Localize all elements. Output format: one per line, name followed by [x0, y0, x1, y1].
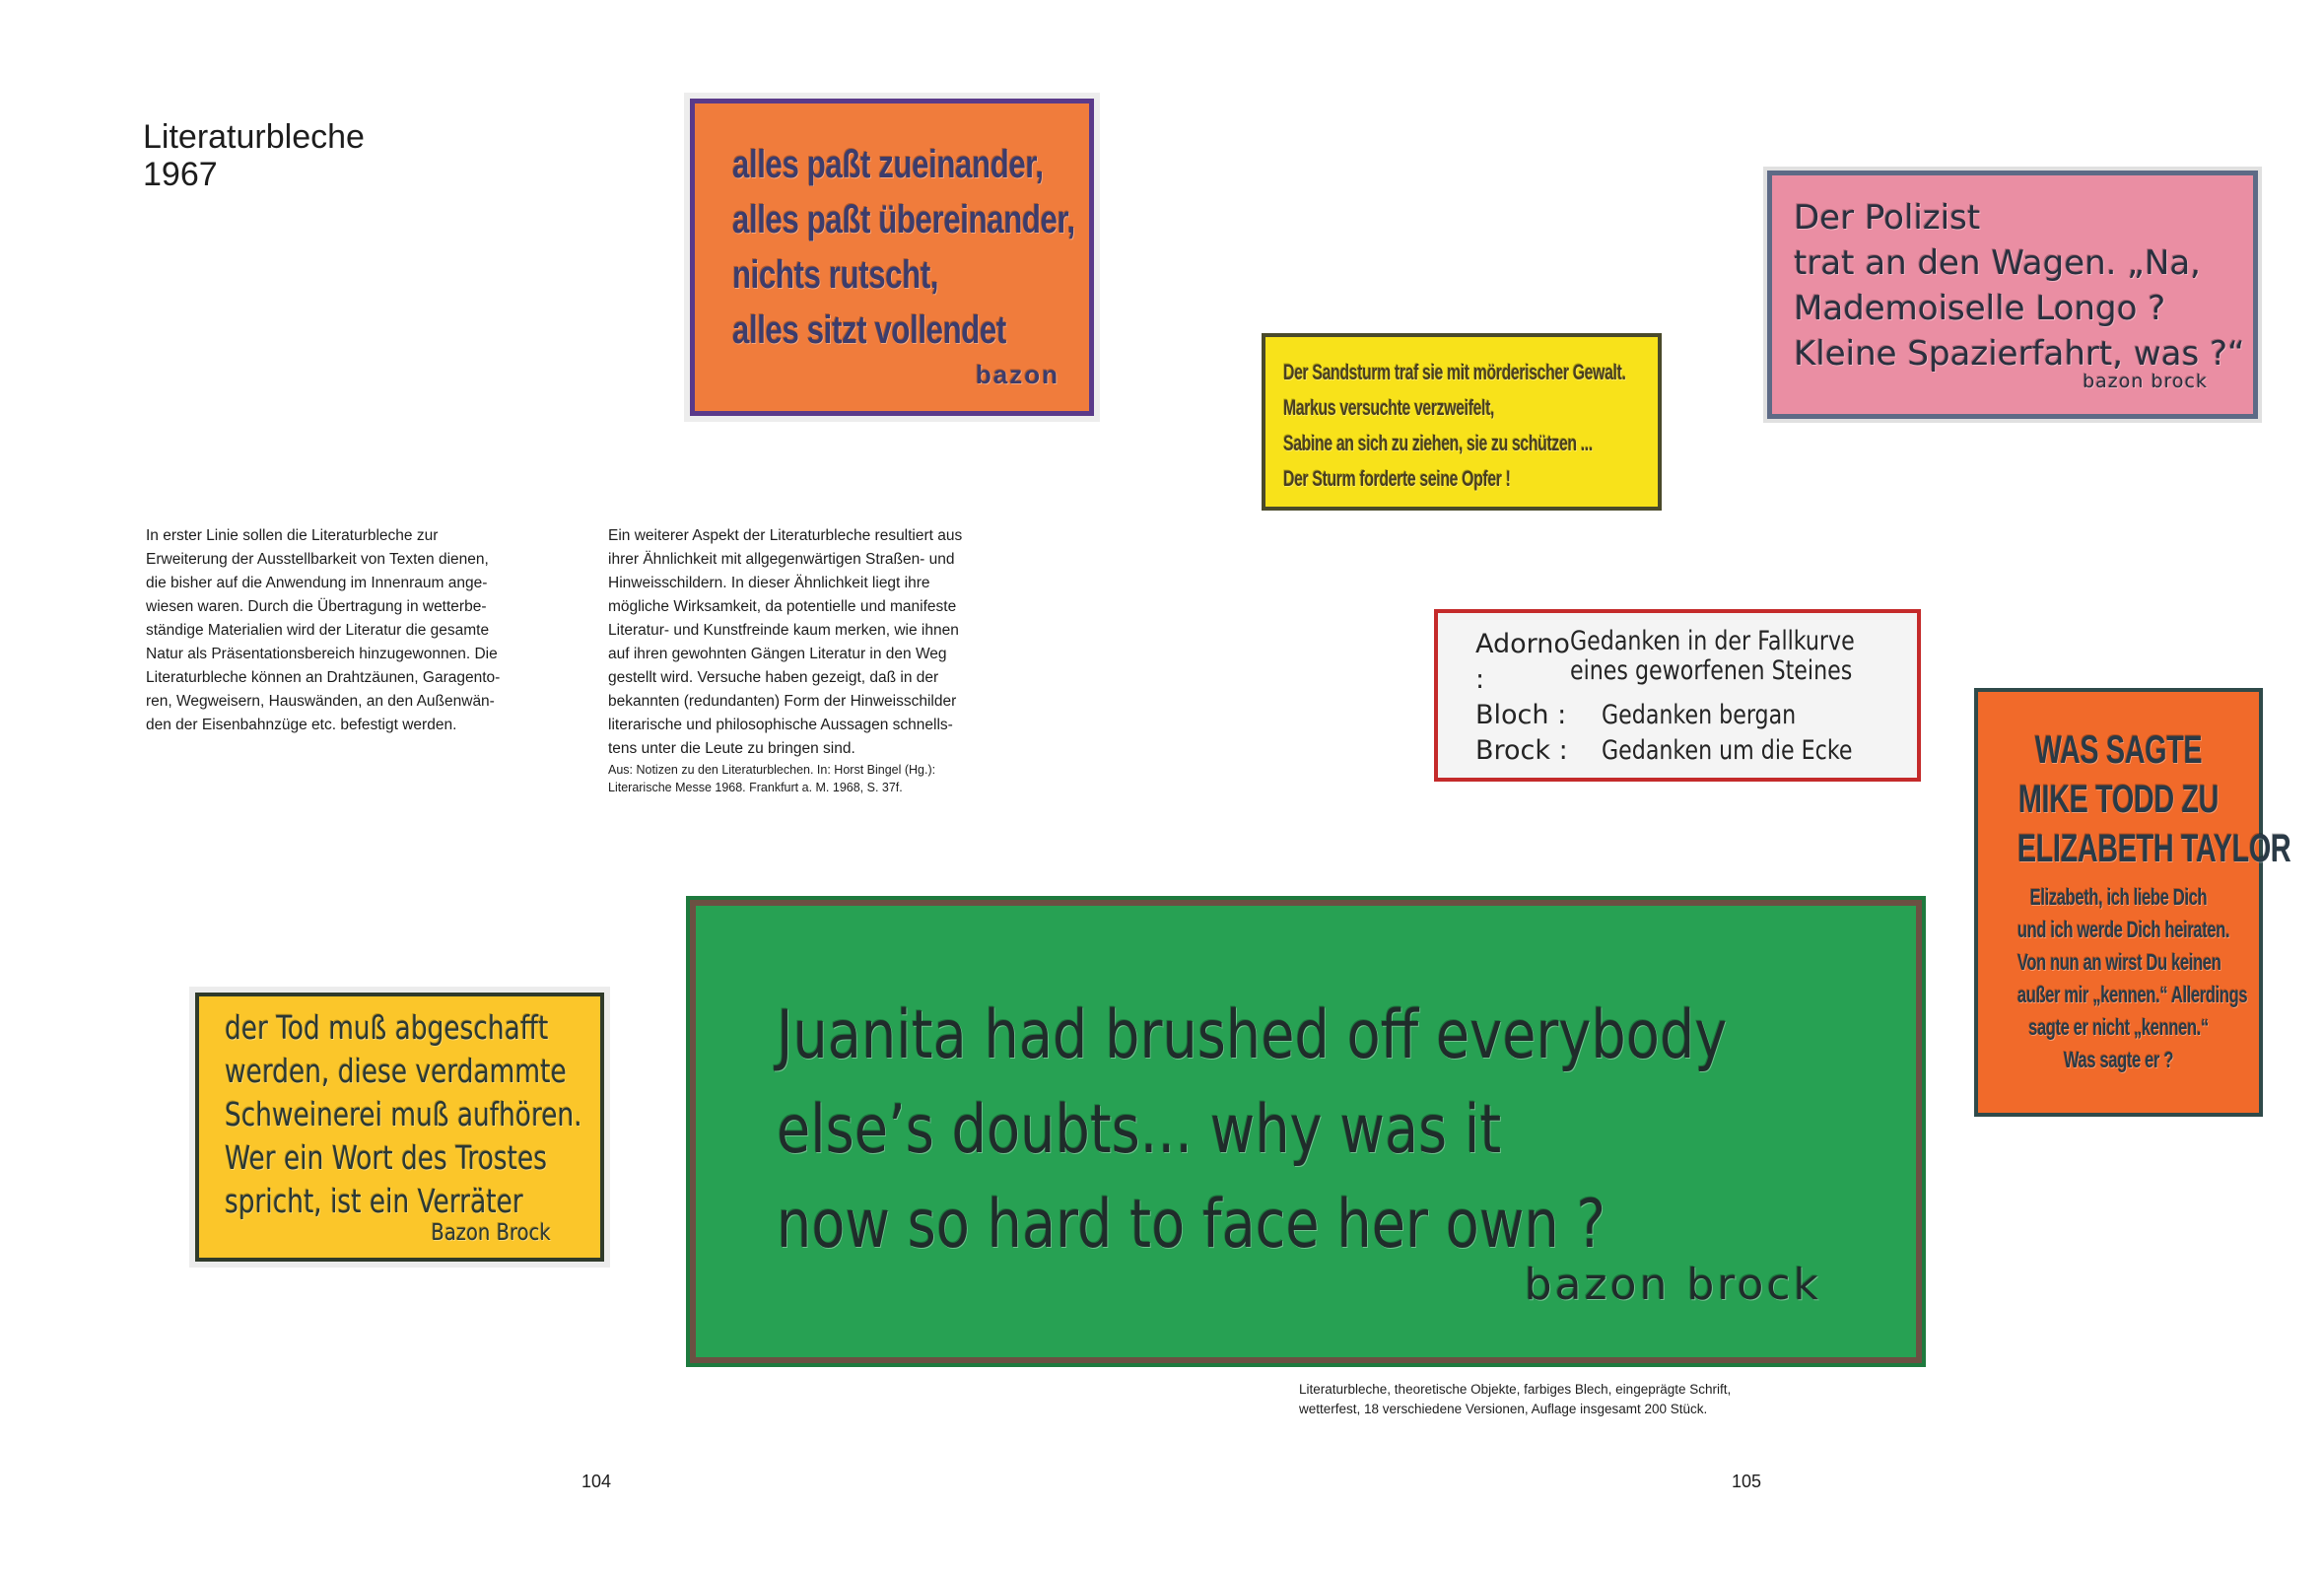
sign-line: Der Sandsturm traf sie mit mörderischer Gewalt. — [1283, 360, 1626, 384]
text-line: den der Eisenbahnzüge etc. befestigt werden. — [146, 717, 457, 733]
source-line: Aus: Notizen zu den Literaturblechen. In: Horst Bingel (Hg.): — [608, 763, 936, 777]
sign-signature: Bazon Brock — [431, 1220, 551, 1246]
title-line-2: 1967 — [143, 156, 218, 193]
sign-line: werden, diese verdammte — [225, 1052, 567, 1090]
sign-row-name: Adorno : — [1475, 629, 1570, 695]
sign-line: Gedanken in der Fallkurve — [1569, 626, 1855, 656]
text-line: literarische und philosophische Aussagen schnells- — [608, 717, 953, 733]
text-line: ihrer Ähnlichkeit mit allgegenwärtigen Straßen- und — [608, 551, 955, 568]
caption-line: wetterfest, 18 verschiedene Versionen, Auflage insgesamt 200 Stück. — [1299, 1402, 1708, 1416]
text-line: wiesen waren. Durch die Übertragung in wetterbe- — [146, 598, 487, 615]
page-title — [143, 118, 365, 193]
text-line: Literatur- und Kunstfreinde kaum merken, wie ihnen — [608, 622, 959, 639]
sign-white-gedanken — [1434, 609, 1921, 782]
sign-line: nichts rutscht, — [732, 253, 939, 297]
sign-yellow-sandsturm — [1262, 333, 1662, 511]
title-line-1: Literaturbleche — [143, 118, 365, 156]
sign-headline: MIKE TODD ZU — [2017, 778, 2220, 821]
sign-line: außer mir „kennen.“ Allerdings — [2016, 982, 2248, 1007]
sign-line: Was sagte er ? — [2063, 1047, 2174, 1072]
sign-headline: ELIZABETH TAYLOR — [2016, 827, 2291, 870]
text-line: bekannten (redundanten) Form der Hinweisschilder — [608, 693, 957, 710]
sign-line: Von nun an wirst Du keinen — [2016, 949, 2221, 975]
sign-line: der Tod muß abgeschafft — [225, 1008, 549, 1047]
sign-line: alles paßt zueinander, — [732, 143, 1044, 186]
source-line: Literarische Messe 1968. Frankfurt a. M. 1968, S. 37f. — [608, 781, 903, 794]
text-line: ständige Materialien wird der Literatur die gesamte — [146, 622, 490, 639]
caption-line: Literaturbleche, theoretische Objekte, farbiges Blech, eingeprägte Schrift, — [1299, 1382, 1732, 1397]
source-note — [608, 761, 1052, 796]
text-column-middle — [608, 524, 1052, 796]
text-line: tens unter die Leute zu bringen sind. — [608, 740, 855, 757]
sign-line: eines geworfenen Steines — [1569, 655, 1853, 686]
sign-row — [1475, 733, 1917, 769]
figure-caption — [1299, 1380, 1851, 1419]
sign-yellow-tod — [195, 993, 604, 1262]
text-line: ren, Wegweisern, Hauswänden, an den Außenwän- — [146, 693, 495, 710]
sign-line: und ich werde Dich heiraten. — [2016, 917, 2230, 942]
sign-green-juanita — [690, 900, 1922, 1363]
sign-line: trat an den Wagen. „Na, — [1794, 243, 2201, 283]
sign-line: Schweinerei muß aufhören. — [225, 1095, 582, 1133]
sign-line: alles paßt übereinander, — [732, 198, 1075, 241]
sign-line: Elizabeth, ich liebe Dich — [2029, 884, 2208, 910]
sign-orange-alles-passt — [690, 99, 1094, 416]
sign-row-text — [1570, 627, 1855, 698]
sign-row-text — [1602, 698, 1796, 733]
text-line: Ein weiterer Aspekt der Literaturbleche resultiert aus — [608, 527, 963, 544]
text-line: Hinweisschildern. In dieser Ähnlichkeit liegt ihre — [608, 575, 930, 591]
sign-line: Sabine an sich zu ziehen, sie zu schützen ... — [1283, 431, 1593, 455]
text-line: Erweiterung der Ausstellbarkeit von Texten dienen, — [146, 551, 489, 568]
sign-orange-mike-todd — [1974, 688, 2291, 1117]
page-number-left: 104 — [581, 1472, 612, 1491]
sign-line: Wer ein Wort des Trostes — [225, 1138, 547, 1177]
sign-row-text — [1602, 733, 1852, 769]
text-line: auf ihren gewohnten Gängen Literatur in den Weg — [608, 646, 947, 662]
sign-line: Kleine Spazierfahrt, was ?“ — [1794, 334, 2245, 374]
text-line: Literaturbleche können an Drahtzäunen, Garagento- — [146, 669, 501, 686]
sign-line: Der Polizist — [1794, 198, 1981, 238]
sign-line: Juanita had brushed off everybody — [777, 996, 1728, 1074]
sign-signature: bazon brock — [1524, 1260, 1821, 1310]
sign-line: Mademoiselle Longo ? — [1794, 289, 2166, 328]
sign-line: spricht, ist ein Verräter — [225, 1182, 523, 1220]
sign-line: Gedanken bergan — [1602, 700, 1797, 730]
sign-row-name: Brock : — [1475, 735, 1568, 766]
sign-line: Gedanken um die Ecke — [1602, 735, 1853, 766]
text-line: die bisher auf die Anwendung im Innenraum ange- — [146, 575, 488, 591]
sign-line: sagte er nicht „kennen.“ — [2028, 1014, 2209, 1040]
text-line: Natur als Präsentationsbereich hinzugewonnen. Die — [146, 646, 498, 662]
sign-signature: bazon — [975, 360, 1059, 389]
sign-signature: bazon brock — [2083, 371, 2208, 392]
sign-headline: WAS SAGTE — [2034, 728, 2203, 772]
sign-row — [1475, 627, 1917, 698]
sign-line: else’s doubts... why was it — [777, 1091, 1502, 1169]
sign-row-name: Bloch : — [1475, 700, 1567, 730]
text-column-left — [146, 524, 580, 737]
sign-line: Der Sturm forderte seine Opfer ! — [1283, 466, 1511, 491]
sign-line: alles sitzt vollendet — [732, 309, 1006, 352]
text-line: mögliche Wirksamkeit, da potentielle und manifeste — [608, 598, 957, 615]
sign-line: Markus versuchte verzweifelt, — [1283, 395, 1495, 420]
text-line: In erster Linie sollen die Literaturbleche zur — [146, 527, 439, 544]
text-line: gestellt wird. Versuche haben gezeigt, daß in der — [608, 669, 939, 686]
page-number-right: 105 — [1732, 1472, 1762, 1491]
sign-pink-polizist — [1767, 171, 2258, 419]
sign-line: now so hard to face her own ? — [777, 1186, 1606, 1264]
sign-row — [1475, 698, 1917, 733]
